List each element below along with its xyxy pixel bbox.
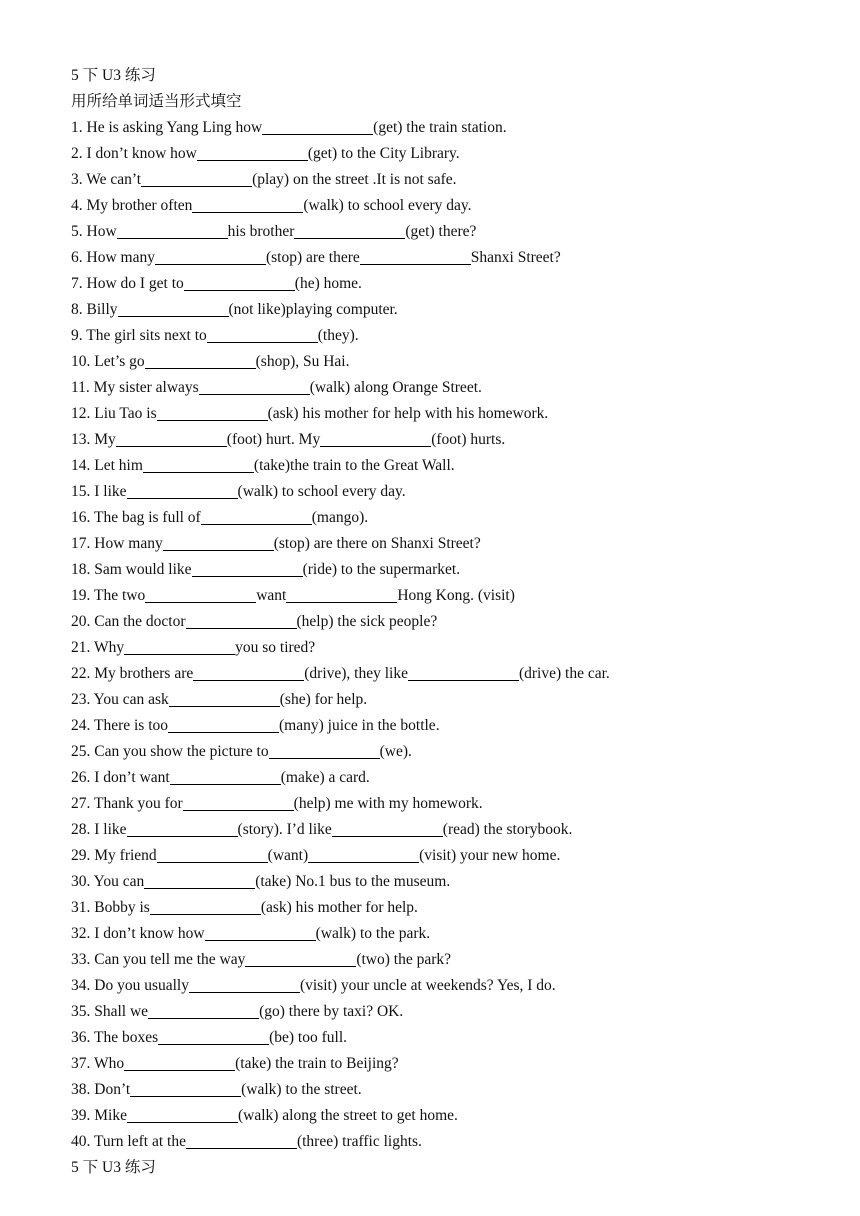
question-text: his brother bbox=[227, 223, 295, 240]
answer-blank[interactable] bbox=[308, 843, 419, 863]
question-text: (visit) your new home. bbox=[419, 847, 561, 864]
question-list bbox=[71, 115, 831, 1155]
question-item bbox=[71, 167, 831, 193]
answer-blank[interactable] bbox=[189, 973, 300, 993]
question-text: 17. How many bbox=[71, 535, 163, 552]
question-text: 3. We can’t bbox=[71, 171, 142, 188]
answer-blank[interactable] bbox=[184, 271, 295, 291]
question-item bbox=[71, 843, 831, 869]
answer-blank[interactable] bbox=[269, 739, 380, 759]
answer-blank[interactable] bbox=[118, 297, 229, 317]
question-text: (read) the storybook. bbox=[442, 821, 573, 838]
question-text: 40. Turn left at the bbox=[71, 1133, 186, 1150]
question-text: (go) there by taxi? OK. bbox=[259, 1003, 404, 1020]
question-item bbox=[71, 557, 831, 583]
question-text: 12. Liu Tao is bbox=[71, 405, 157, 422]
question-text: 22. My brothers are bbox=[71, 665, 194, 682]
question-item bbox=[71, 973, 831, 999]
question-text: (story). I’d like bbox=[237, 821, 332, 838]
answer-blank[interactable] bbox=[197, 141, 308, 161]
question-item bbox=[71, 817, 831, 843]
answer-blank[interactable] bbox=[207, 323, 318, 343]
question-text: Hong Kong. (visit) bbox=[397, 587, 515, 604]
question-text: (make) a card. bbox=[280, 769, 370, 786]
question-text: 28. I like bbox=[71, 821, 127, 838]
question-text: (walk) to the park. bbox=[315, 925, 431, 942]
answer-blank[interactable] bbox=[127, 817, 238, 837]
answer-blank[interactable] bbox=[157, 843, 268, 863]
question-item bbox=[71, 661, 831, 687]
question-item bbox=[71, 713, 831, 739]
question-text: 35. Shall we bbox=[71, 1003, 149, 1020]
question-item bbox=[71, 947, 831, 973]
question-item bbox=[71, 479, 831, 505]
question-text: 29. My friend bbox=[71, 847, 157, 864]
question-text: (she) for help. bbox=[279, 691, 368, 708]
answer-blank[interactable] bbox=[205, 921, 316, 941]
question-text: 20. Can the doctor bbox=[71, 613, 186, 630]
question-text: 32. I don’t know how bbox=[71, 925, 205, 942]
answer-blank[interactable] bbox=[294, 219, 405, 239]
answer-blank[interactable] bbox=[169, 687, 280, 707]
question-text: 11. My sister always bbox=[71, 379, 199, 396]
question-text: want bbox=[256, 587, 287, 604]
question-text: 7. How do I get to bbox=[71, 275, 184, 292]
question-item bbox=[71, 1077, 831, 1103]
question-text: 37. Who bbox=[71, 1055, 125, 1072]
question-text: 2. I don’t know how bbox=[71, 145, 197, 162]
question-text: 6. How many bbox=[71, 249, 155, 266]
question-item bbox=[71, 1129, 831, 1155]
question-item bbox=[71, 869, 831, 895]
question-text: (walk) along Orange Street. bbox=[309, 379, 482, 396]
answer-blank[interactable] bbox=[199, 375, 310, 395]
question-text: 31. Bobby is bbox=[71, 899, 150, 916]
question-text: (walk) to the street. bbox=[241, 1081, 362, 1098]
answer-blank[interactable] bbox=[192, 193, 303, 213]
answer-blank[interactable] bbox=[286, 583, 397, 603]
question-item bbox=[71, 791, 831, 817]
answer-blank[interactable] bbox=[124, 635, 235, 655]
question-text: (two) the park? bbox=[356, 951, 452, 968]
question-text: (take) the train to Beijing? bbox=[235, 1055, 399, 1072]
question-text: 14. Let him bbox=[71, 457, 143, 474]
answer-blank[interactable] bbox=[320, 427, 431, 447]
answer-blank[interactable] bbox=[145, 349, 256, 369]
question-text: (take) No.1 bus to the museum. bbox=[255, 873, 451, 890]
question-text: (he) home. bbox=[294, 275, 362, 292]
answer-blank[interactable] bbox=[127, 1103, 238, 1123]
question-text: (stop) are there on Shanxi Street? bbox=[273, 535, 481, 552]
answer-blank[interactable] bbox=[201, 505, 312, 525]
question-item bbox=[71, 687, 831, 713]
question-text: (many) juice in the bottle. bbox=[279, 717, 440, 734]
worksheet-title: 5 下 U3 练习 bbox=[71, 67, 156, 84]
answer-blank[interactable] bbox=[130, 1077, 241, 1097]
answer-blank[interactable] bbox=[157, 401, 268, 421]
answer-blank[interactable] bbox=[141, 167, 252, 187]
question-text: (walk) to school every day. bbox=[303, 197, 472, 214]
question-text: 27. Thank you for bbox=[71, 795, 183, 812]
question-text: (stop) are there bbox=[265, 249, 360, 266]
question-text: 33. Can you tell me the way bbox=[71, 951, 246, 968]
answer-blank[interactable] bbox=[163, 531, 274, 551]
answer-blank[interactable] bbox=[116, 427, 227, 447]
question-item bbox=[71, 401, 831, 427]
question-text: 18. Sam would like bbox=[71, 561, 192, 578]
answer-blank[interactable] bbox=[144, 869, 255, 889]
answer-blank[interactable] bbox=[148, 999, 259, 1019]
question-text: you so tired? bbox=[235, 639, 316, 656]
question-text: 9. The girl sits next to bbox=[71, 327, 207, 344]
question-item bbox=[71, 427, 831, 453]
answer-blank[interactable] bbox=[245, 947, 356, 967]
answer-blank[interactable] bbox=[158, 1025, 269, 1045]
question-text: (we). bbox=[379, 743, 412, 760]
question-item bbox=[71, 895, 831, 921]
question-text: (want) bbox=[267, 847, 309, 864]
question-text: 1. He is asking Yang Ling how bbox=[71, 119, 263, 136]
question-text: 13. My bbox=[71, 431, 116, 448]
answer-blank[interactable] bbox=[124, 1051, 235, 1071]
question-text: 21. Why bbox=[71, 639, 125, 656]
answer-blank[interactable] bbox=[183, 791, 294, 811]
question-text: (get) the train station. bbox=[373, 119, 507, 136]
answer-blank[interactable] bbox=[186, 609, 297, 629]
answer-blank[interactable] bbox=[145, 583, 256, 603]
question-item bbox=[71, 323, 831, 349]
question-item bbox=[71, 219, 831, 245]
question-text: 10. Let’s go bbox=[71, 353, 145, 370]
question-text: (get) to the City Library. bbox=[307, 145, 460, 162]
question-item bbox=[71, 1103, 831, 1129]
question-item bbox=[71, 609, 831, 635]
question-item bbox=[71, 583, 831, 609]
question-text: (ask) his mother for help with his homework. bbox=[267, 405, 549, 422]
answer-blank[interactable] bbox=[360, 245, 471, 265]
question-item bbox=[71, 999, 831, 1025]
answer-blank[interactable] bbox=[155, 245, 266, 265]
question-text: 36. The boxes bbox=[71, 1029, 159, 1046]
question-text: (shop), Su Hai. bbox=[255, 353, 350, 370]
question-text: (not like)playing computer. bbox=[228, 301, 398, 318]
question-text: (get) there? bbox=[405, 223, 477, 240]
question-text: 24. There is too bbox=[71, 717, 169, 734]
question-text: (ride) to the supermarket. bbox=[302, 561, 461, 578]
question-text: 25. Can you show the picture to bbox=[71, 743, 269, 760]
worksheet bbox=[71, 63, 831, 1181]
question-item bbox=[71, 349, 831, 375]
question-item bbox=[71, 921, 831, 947]
question-item bbox=[71, 297, 831, 323]
instruction: 用所给单词适当形式填空 bbox=[71, 93, 242, 110]
question-item bbox=[71, 635, 831, 661]
question-text: 4. My brother often bbox=[71, 197, 193, 214]
question-text: (three) traffic lights. bbox=[296, 1133, 422, 1150]
footer-title: 5 下 U3 练习 bbox=[71, 1159, 156, 1176]
question-item bbox=[71, 1025, 831, 1051]
answer-blank[interactable] bbox=[117, 219, 228, 239]
question-item bbox=[71, 739, 831, 765]
question-text: (mango). bbox=[311, 509, 369, 526]
answer-blank[interactable] bbox=[150, 895, 261, 915]
answer-blank[interactable] bbox=[186, 1129, 297, 1149]
question-text: (foot) hurts. bbox=[431, 431, 506, 448]
question-item bbox=[71, 531, 831, 557]
answer-blank[interactable] bbox=[262, 115, 373, 135]
question-item bbox=[71, 1051, 831, 1077]
answer-blank[interactable] bbox=[408, 661, 519, 681]
question-item bbox=[71, 271, 831, 297]
question-item bbox=[71, 141, 831, 167]
question-text: 34. Do you usually bbox=[71, 977, 189, 994]
question-text: 5. How bbox=[71, 223, 117, 240]
question-text: 30. You can bbox=[71, 873, 145, 890]
question-text: (play) on the street .It is not safe. bbox=[252, 171, 457, 188]
question-item bbox=[71, 375, 831, 401]
question-text: (drive) the car. bbox=[518, 665, 610, 682]
question-text: 16. The bag is full of bbox=[71, 509, 201, 526]
question-text: 8. Billy bbox=[71, 301, 118, 318]
question-text: (walk) to school every day. bbox=[237, 483, 406, 500]
answer-blank[interactable] bbox=[143, 453, 254, 473]
question-text: (help) the sick people? bbox=[296, 613, 438, 630]
question-item bbox=[71, 193, 831, 219]
question-text: (be) too full. bbox=[269, 1029, 348, 1046]
question-text: Shanxi Street? bbox=[470, 249, 561, 266]
answer-blank[interactable] bbox=[332, 817, 443, 837]
answer-blank[interactable] bbox=[170, 765, 281, 785]
question-text: (ask) his mother for help. bbox=[260, 899, 418, 916]
question-text: 26. I don’t want bbox=[71, 769, 170, 786]
question-text: 23. You can ask bbox=[71, 691, 169, 708]
answer-blank[interactable] bbox=[168, 713, 279, 733]
question-text: (foot) hurt. My bbox=[226, 431, 321, 448]
question-item bbox=[71, 453, 831, 479]
answer-blank[interactable] bbox=[193, 661, 304, 681]
answer-blank[interactable] bbox=[127, 479, 238, 499]
question-text: 38. Don’t bbox=[71, 1081, 131, 1098]
question-item bbox=[71, 115, 831, 141]
question-text: (walk) along the street to get home. bbox=[237, 1107, 458, 1124]
question-item bbox=[71, 505, 831, 531]
answer-blank[interactable] bbox=[192, 557, 303, 577]
question-text: (take)the train to the Great Wall. bbox=[253, 457, 455, 474]
question-text: (drive), they like bbox=[304, 665, 408, 682]
question-text: 19. The two bbox=[71, 587, 146, 604]
question-text: 39. Mike bbox=[71, 1107, 127, 1124]
question-item bbox=[71, 765, 831, 791]
question-text: (visit) your uncle at weekends? Yes, I do. bbox=[299, 977, 556, 994]
question-text: (they). bbox=[317, 327, 359, 344]
question-text: (help) me with my homework. bbox=[293, 795, 483, 812]
question-item bbox=[71, 245, 831, 271]
question-text: 15. I like bbox=[71, 483, 127, 500]
